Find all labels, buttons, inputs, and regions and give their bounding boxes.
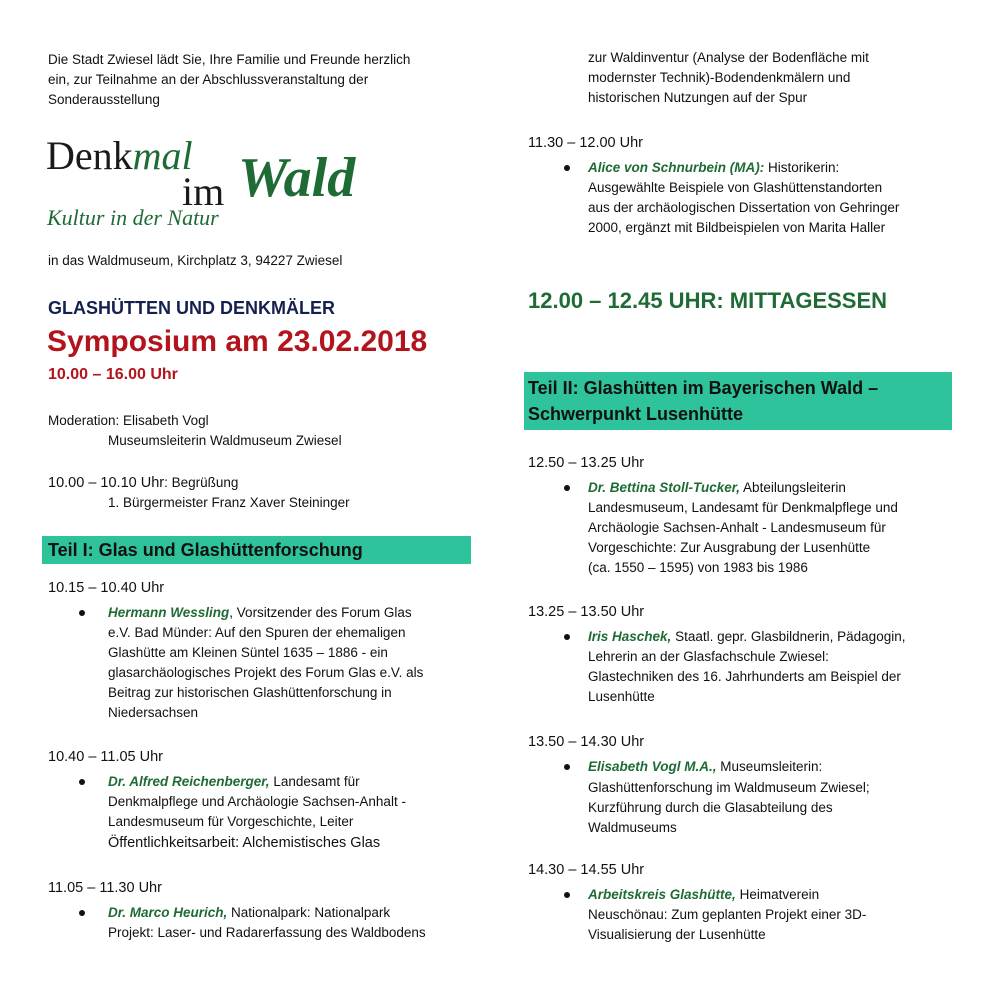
talk-time: 13.50 – 14.30 Uhr [528,734,645,750]
talk-line: Landesmuseum, Landesamt für Denkmalpflege und [588,500,898,515]
bullet-icon [79,910,85,916]
talk-description: Staatl. gepr. Glasbildnerin, Pädagogin, [671,629,906,644]
talk-line: Vorgeschichte: Zur Ausgrabung der Lusenhütte [588,540,871,555]
talk-line: Glastechniken des 16. Jahrhunderts am Beispiel der [588,669,901,684]
talk-description: Nationalpark: Nationalpark [227,905,391,920]
talk-speaker: Dr. Alfred Reichenberger, [108,774,270,789]
talk-speaker: Hermann Wessling [108,605,230,620]
talk-description: Museumsleiterin: [716,759,823,774]
talk-speaker: Iris Haschek, [588,629,672,644]
talk-line: Glashüttenforschung im Waldmuseum Zwiesel; [588,780,870,795]
talk-line: Lusenhütte [588,689,655,704]
event-kicker: GLASHÜTTEN UND DENKMÄLER [48,298,335,318]
talk-time: 11.05 – 11.30 Uhr [48,880,162,896]
part2-heading-line: Teil II: Glashütten im Bayerischen Wald – [528,378,879,398]
moderation-label: Moderation: Elisabeth Vogl [48,413,209,428]
talk-description: Historikerin: [764,160,840,175]
talk-time: 14.30 – 14.55 Uhr [528,862,645,878]
talk-description: Landesamt für [269,774,360,789]
talk-line: Visualisierung der Lusenhütte [588,927,766,942]
bullet-icon [564,892,570,898]
talk-line: Projekt: Laser- und Radarerfassung des Waldbodens [108,925,426,940]
talk-first-line [108,603,412,623]
talk-line: aus der archäologischen Dissertation von Gehringer [588,200,900,215]
talk-line: Lehrerin an der Glasfachschule Zwiesel: [588,649,829,664]
talk-line: Denkmalpflege und Archäologie Sachsen-Anhalt - [108,794,406,809]
talk-line: glasarchäologisches Projekt des Forum Glas e.V. als [108,665,424,680]
talk-line: Ausgewählte Beispiele von Glashüttenstandorten [588,180,883,195]
intro-line: Die Stadt Zwiesel lädt Sie, Ihre Familie und Freunde herzlich [48,52,411,67]
logo-word-im: im [182,169,225,214]
talk-description: , Vorsitzender des Forum Glas [229,605,412,620]
talk-first-line [588,478,846,498]
event-time: 10.00 – 16.00 Uhr [48,366,178,383]
talk-time: 10.40 – 11.05 Uhr [48,749,164,765]
part1-heading: Teil I: Glas und Glashüttenforschung [48,540,363,560]
bullet-icon [564,485,570,491]
talk-line: (ca. 1550 – 1595) von 1983 bis 1986 [588,560,808,575]
talk-description: Heimatverein [735,887,820,902]
talk-first-line [108,772,360,792]
bullet-icon [564,165,570,171]
talk-line: Archäologie Sachsen-Anhalt - Landesmuseum für [588,520,886,535]
talk-line: Waldmuseums [588,820,677,835]
talk-time: 13.25 – 13.50 Uhr [528,604,645,620]
talk-speaker: Arbeitskreis Glashütte, [588,887,736,902]
intro-line: Sonderausstellung [48,92,160,107]
logo-word-wald: Wald [238,147,356,209]
talk-time: 12.50 – 13.25 Uhr [528,455,645,471]
event-title: Symposium am 23.02.2018 [47,325,428,358]
part2-heading-line: Schwerpunkt Lusenhütte [528,404,744,424]
talk-line: Glashütte am Kleinen Süntel 1635 – 1886 - ein [108,645,388,660]
bullet-icon [79,610,85,616]
talk-line: 2000, ergänzt mit Bildbeispielen von Marita Haller [588,220,886,235]
talk-first-line [588,627,905,647]
talk-first-line [588,158,839,178]
bullet-icon [564,634,570,640]
continuation-line: modernster Technik)-Bodendenkmälern und [588,70,851,85]
bullet-icon [564,764,570,770]
talk-line: Landesmuseum für Vorgeschichte, Leiter [108,814,354,829]
logo-word-mal: mal [132,133,193,178]
talk-line: Beitrag zur historischen Glashüttenforschung in [108,685,392,700]
talk-line: Niedersachsen [108,705,199,720]
talk-speaker: Elisabeth Vogl M.A., [588,759,717,774]
welcome-title: : Begrüßung [164,475,239,490]
talk-line: Neuschönau: Zum geplanten Projekt einer 3D- [588,907,867,922]
venue-address: in das Waldmuseum, Kirchplatz 3, 94227 Zwiesel [48,253,343,268]
talk-speaker: Dr. Bettina Stoll-Tucker, [588,480,741,495]
intro-line: ein, zur Teilnahme an der Abschlussveranstaltung der [48,72,369,87]
talk-line: Öffentlichkeitsarbeit: Alchemistisches Glas [108,835,381,851]
talk-line: Kurzführung durch die Glasabteilung des [588,800,833,815]
moderation-role: Museumsleiterin Waldmuseum Zwiesel [108,433,342,448]
logo-word-denk: Denk [46,133,133,178]
talk-line: e.V. Bad Münder: Auf den Spuren der ehemaligen [108,625,406,640]
talk-time: 11.30 – 12.00 Uhr [528,135,644,151]
talk-description: Abteilungsleiterin [740,480,846,495]
talk-time: 10.15 – 10.40 Uhr [48,580,165,596]
talk-speaker: Dr. Marco Heurich, [108,905,228,920]
talk-speaker: Alice von Schnurbein (MA): [588,160,765,175]
continuation-line: historischen Nutzungen auf der Spur [588,90,808,105]
lunch-break: 12.00 – 12.45 UHR: MITTAGESSEN [528,288,888,313]
logo-tagline: Kultur in der Natur [47,205,219,230]
bullet-icon [79,779,85,785]
talk-first-line [588,757,822,777]
talk-first-line [588,885,819,905]
continuation-line: zur Waldinventur (Analyse der Bodenfläche mit [588,50,869,65]
part2-heading [528,375,878,427]
welcome-time: 10.00 – 10.10 Uhr [48,475,165,491]
talk-first-line [108,903,390,923]
welcome-line [48,473,238,493]
welcome-person: 1. Bürgermeister Franz Xaver Steininger [108,495,350,510]
